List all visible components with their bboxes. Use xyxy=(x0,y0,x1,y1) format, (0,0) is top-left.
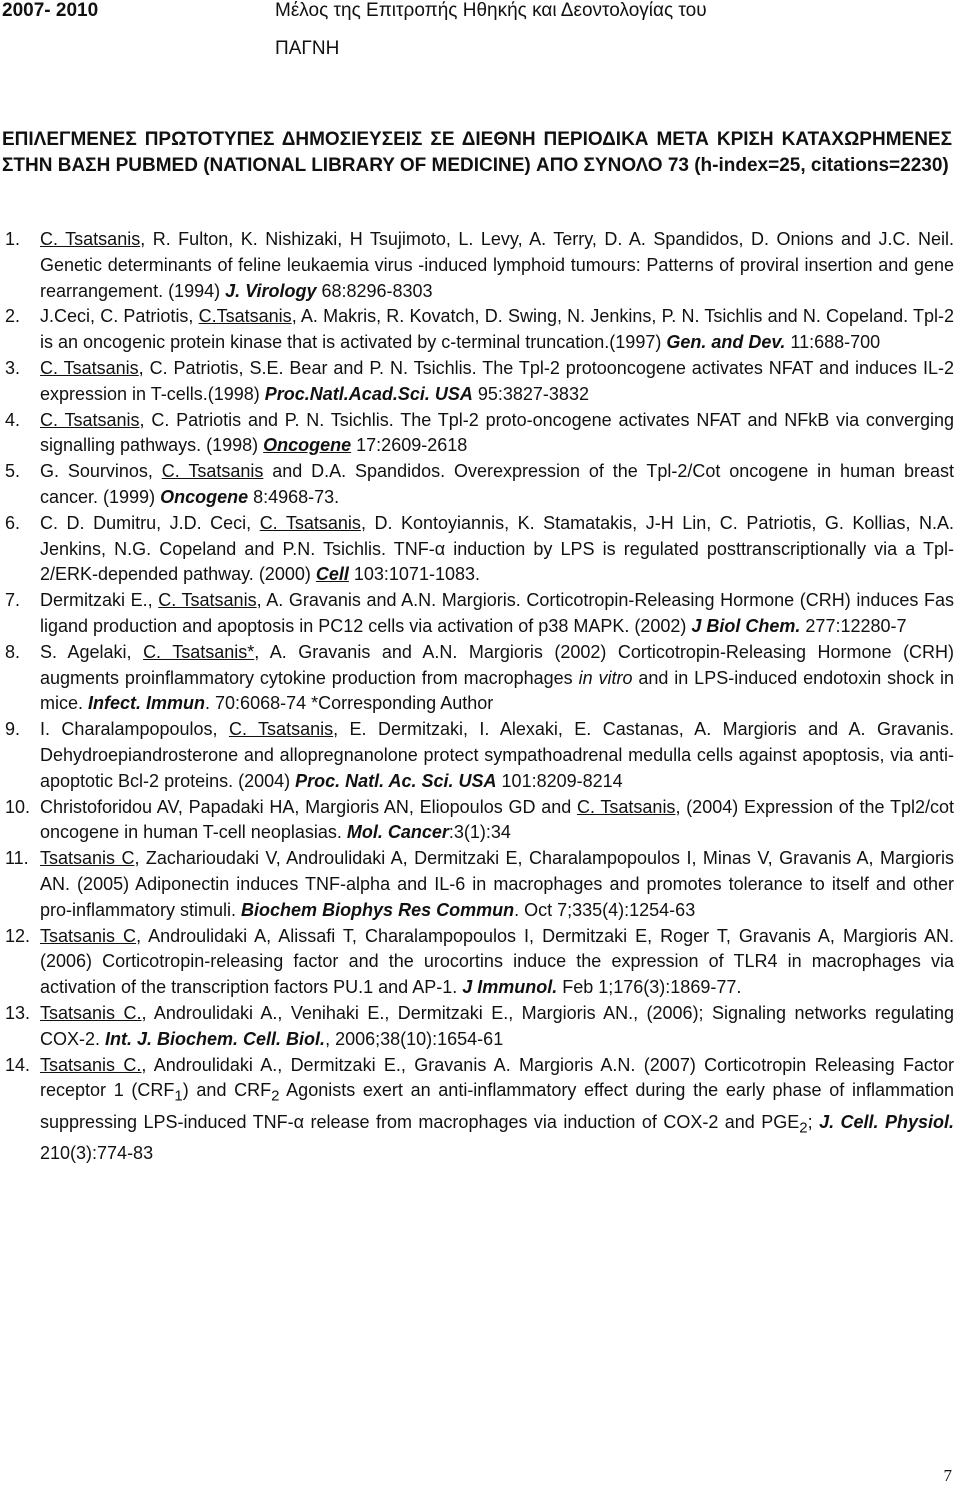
citation-text: , 2006;38(10):1654-61 xyxy=(325,1028,504,1049)
journal-name: Infect. Immun xyxy=(88,693,206,714)
publication-number: 8. xyxy=(5,641,21,662)
citation-text: and in LPS-induced endotoxin shock in mice. xyxy=(40,667,955,714)
citation-text: . Oct 7;335(4):1254-63 xyxy=(514,899,696,920)
publication-citation xyxy=(40,511,954,588)
citation-text: 277:12280-7 xyxy=(800,615,907,636)
author-highlight: C. Tsatsanis xyxy=(40,409,140,430)
publication-citation xyxy=(40,1001,954,1053)
author-highlight: C. Tsatsanis xyxy=(576,796,676,817)
publication-number: 5. xyxy=(5,461,21,482)
citation-text: G. Sourvinos, xyxy=(40,461,162,482)
publication-number: 13. xyxy=(5,1002,31,1023)
author-highlight: Tsatsanis C xyxy=(40,848,135,869)
publication-citation xyxy=(40,640,954,717)
citation-text: 210(3):774-83 xyxy=(40,1143,154,1164)
author-highlight: C. Tsatsanis xyxy=(228,719,334,740)
citation-text: , E. Dermitzaki, I. Alexaki, E. Castanas, A. Margioris and A. Gravanis. Dehydroepiandrosterone and allopregnanolone protect sympathoadrenal medulla cells against apoptosis, via anti-apoptotic Bcl-2 proteins. (2004) xyxy=(40,719,954,791)
citation-text: 103:1071-1083. xyxy=(348,564,480,585)
author-highlight: C. Tsatsanis* xyxy=(143,641,255,662)
citation-text: 101:8209-8214 xyxy=(496,770,623,791)
publication-item xyxy=(0,459,960,511)
citation-text: . 70:6068-74 *Corresponding Author xyxy=(205,693,494,714)
journal-name: Biochem Biophys Res Commun xyxy=(241,899,515,920)
publication-citation xyxy=(40,717,954,794)
publication-item xyxy=(0,304,960,356)
citation-text: J.Ceci, C. Patriotis, xyxy=(40,306,199,327)
publication-citation xyxy=(40,924,954,1001)
citation-text: C. D. Dumitru, J.D. Ceci, xyxy=(40,512,260,533)
citation-text: , R. Fulton, K. Nishizaki, H Tsujimoto, L. Levy, A. Terry, D. A. Spandidos, D. Onions and J.C. Neil. Genetic determinants of feline leukaemia virus -induced lymphoid tumours: Patterns of proviral insertion and gene rearrangement. (1994) xyxy=(40,229,954,301)
citation-text: , Zacharioudaki V, Androulidaki A, Dermitzaki E, Charalampopoulos I, Minas V, Gravanis A, Margioris AN. (2005) Adiponectin induces TNF-alpha and IL-6 in macrophages and promotes tolerance to itself and other pro-inflammatory stimuli. xyxy=(40,848,954,920)
journal-name: Proc. Natl. Ac. Sci. USA xyxy=(295,770,497,791)
citation-text: , D. Kontoyiannis, K. Stamatakis, J-H Lin, C. Patriotis, G. Kollias, N.A. Jenkins, N.G. Copeland and P.N. Tsichlis. TNF-α induction by LPS is regulated posttranscriptionally via a Tpl-2/ERK-depended pathway. (2000) xyxy=(40,512,954,585)
citation-text: , C. Patriotis and P. N. Tsichlis. The Tpl-2 proto-oncogene activates NFAT and NFkB via converging signalling pathways. (1998) xyxy=(40,409,954,456)
journal-name: J. Virology xyxy=(225,280,317,301)
italic-term: in vitro xyxy=(578,667,633,688)
publication-item xyxy=(0,846,960,923)
journal-name: Oncogene xyxy=(263,435,352,456)
page-number: 7 xyxy=(943,1466,952,1485)
journal-name: Oncogene xyxy=(160,486,249,507)
publication-number: 14. xyxy=(5,1054,31,1075)
publication-number: 9. xyxy=(5,719,21,740)
publication-item xyxy=(0,924,960,1001)
publication-item xyxy=(0,717,960,794)
subscript: 2 xyxy=(271,1087,280,1105)
organization-label: ΠΑΓΝΗ xyxy=(275,38,340,59)
citation-text: 95:3827-3832 xyxy=(472,383,589,404)
citation-text: Dermitzaki E., xyxy=(40,590,159,611)
author-highlight: C. Tsatsanis xyxy=(40,357,139,378)
citation-text: , C. Patriotis, S.E. Bear and P. N. Tsichlis. The Tpl-2 protooncogene activates NFAT and induces IL-2 expression in T-cells.(1998) xyxy=(40,357,955,404)
author-highlight: C. Tsatsanis xyxy=(161,461,264,482)
publication-item xyxy=(0,588,960,640)
publication-number: 4. xyxy=(5,409,21,430)
citation-text: 68:8296-8303 xyxy=(316,280,433,301)
citation-text: Androulidaki A., Venihaki E., Dermitzaki E., Margioris AN., (2006); Signaling networks regulating COX-2. xyxy=(40,1002,954,1049)
journal-name: J Biol Chem. xyxy=(691,615,801,636)
citation-text: , A. Makris, R. Kovatch, D. Swing, N. Jenkins, P. N. Tsichlis and N. Copeland. Tpl-2 is an oncogenic protein kinase that is activated by c-terminal truncation.(1997) xyxy=(40,306,954,353)
citation-text: , A. Gravanis and A.N. Margioris (2002) Corticotropin-Releasing Hormone (CRH) augments proinflammatory cytokine production from macrophages xyxy=(40,641,954,688)
section-title: ΕΠΙΛΕΓΜΕΝΕΣ ΠΡΩΤΟΤΥΠΕΣ ΔΗΜΟΣΙΕΥΣΕΙΣ ΣΕ ΔΙΕΘΝΗ ΠΕΡΙΟΔΙΚΑ ΜΕΤΑ ΚΡΙΣΗ ΚΑΤΑΧΩΡΗΜΕΝΕΣ ΣΤΗΝ ΒΑΣΗ PUBMED (NATIONAL LIBRARY OF MEDICINE) ΑΠΟ ΣΥΝΟΛΟ 73 (h-index=25, citations=2230) xyxy=(2,129,952,176)
publication-citation xyxy=(40,1053,954,1167)
publication-item xyxy=(0,408,960,460)
publication-list xyxy=(0,227,960,1167)
citation-text: and D.A. Spandidos. Overexpression of the Tpl-2/Cot oncogene in human breast cancer. (1999) xyxy=(40,461,954,507)
publication-number: 3. xyxy=(5,357,21,378)
publication-citation xyxy=(40,459,954,511)
citation-text: ; xyxy=(807,1111,820,1132)
role-title: Μέλος της Επιτροπής Ηθηκής και Δεοντολογίας του xyxy=(275,0,707,21)
publication-number: 7. xyxy=(5,590,21,611)
author-highlight: C. Tsatsanis xyxy=(158,590,257,611)
citation-text: 17:2609-2618 xyxy=(351,435,468,456)
author-highlight: C. Tsatsanis xyxy=(259,512,361,533)
publication-item xyxy=(0,640,960,717)
journal-name: Int. J. Biochem. Cell. Biol. xyxy=(105,1028,326,1049)
publication-citation xyxy=(40,795,954,847)
author-highlight: C. Tsatsanis xyxy=(40,229,141,249)
citation-text: Christoforidou AV, Papadaki HA, Margioris AN, Eliopoulos GD and xyxy=(40,796,577,817)
journal-name: J. Cell. Physiol. xyxy=(819,1111,955,1132)
author-highlight: Tsatsanis C., xyxy=(40,1054,147,1075)
journal-name: Mol. Cancer xyxy=(346,822,449,843)
publication-citation xyxy=(40,846,954,923)
publication-citation xyxy=(40,408,954,460)
subscript: 2 xyxy=(799,1119,808,1137)
publication-item xyxy=(0,1053,960,1167)
journal-name: Gen. and Dev. xyxy=(666,332,786,353)
citation-text: I. Charalampopoulos, xyxy=(40,719,229,740)
author-highlight: C.Tsatsanis xyxy=(198,306,292,327)
publication-number: 1. xyxy=(5,229,21,249)
citation-text: 11:688-700 xyxy=(785,332,881,353)
citation-text: , A. Gravanis and A.N. Margioris. Corticotropin-Releasing Hormone (CRH) induces Fas ligand production and apoptosis in PC12 cells via activation of p38 MAPK. (2002) xyxy=(40,590,954,636)
publication-number: 2. xyxy=(5,306,21,327)
author-highlight: Tsatsanis C., xyxy=(40,1002,147,1023)
publication-number: 12. xyxy=(5,925,31,946)
citation-text: ) and CRF xyxy=(182,1080,272,1101)
citation-text: :3(1):34 xyxy=(448,822,511,843)
publication-item xyxy=(0,227,960,304)
journal-name: Cell xyxy=(315,564,349,585)
citation-text: 8:4968-73. xyxy=(248,486,340,507)
publication-item xyxy=(0,511,960,588)
publication-citation xyxy=(40,588,954,640)
citation-text: , Androulidaki A, Alissafi T, Charalampopoulos I, Dermitzaki E, Roger T, Gravanis A, Margioris AN. (2006) Corticotropin-releasing factor and the urocortins induce the expression of TLR4 in macrophages via activation of the transcription factors PU.1 and AP-1. xyxy=(40,925,954,998)
journal-name: Proc.Natl.Acad.Sci. USA xyxy=(264,383,473,404)
publication-number: 6. xyxy=(5,512,21,533)
citation-text: S. Agelaki, xyxy=(40,641,144,662)
journal-name: J Immunol. xyxy=(462,977,558,998)
citation-text: Feb 1;176(3):1869-77. xyxy=(557,977,742,998)
period-label: 2007- 2010 xyxy=(2,0,99,21)
publication-item xyxy=(0,1001,960,1053)
publication-citation xyxy=(40,356,954,408)
citation-text: , (2004) Expression of the Tpl2/cot oncogene in human T-cell neoplasias. xyxy=(40,796,954,843)
publication-citation xyxy=(40,304,954,356)
citation-text: Agonists exert an anti-inflammatory effect during the early phase of inflammation suppressing LPS-induced TNF-α release from macrophages via induction of COX-2 and PGE xyxy=(40,1080,954,1132)
subscript: 1 xyxy=(174,1087,183,1105)
publication-number: 10. xyxy=(5,796,31,817)
author-highlight: Tsatsanis C xyxy=(40,925,137,946)
publication-item xyxy=(0,795,960,847)
publication-citation xyxy=(40,227,954,304)
citation-text: Androulidaki A., Dermitzaki E., Gravanis A. Margioris A.N. (2007) Corticotropin Releasing Factor receptor 1 (CRF xyxy=(40,1054,955,1101)
publication-item xyxy=(0,356,960,408)
publication-number: 11. xyxy=(5,848,29,869)
